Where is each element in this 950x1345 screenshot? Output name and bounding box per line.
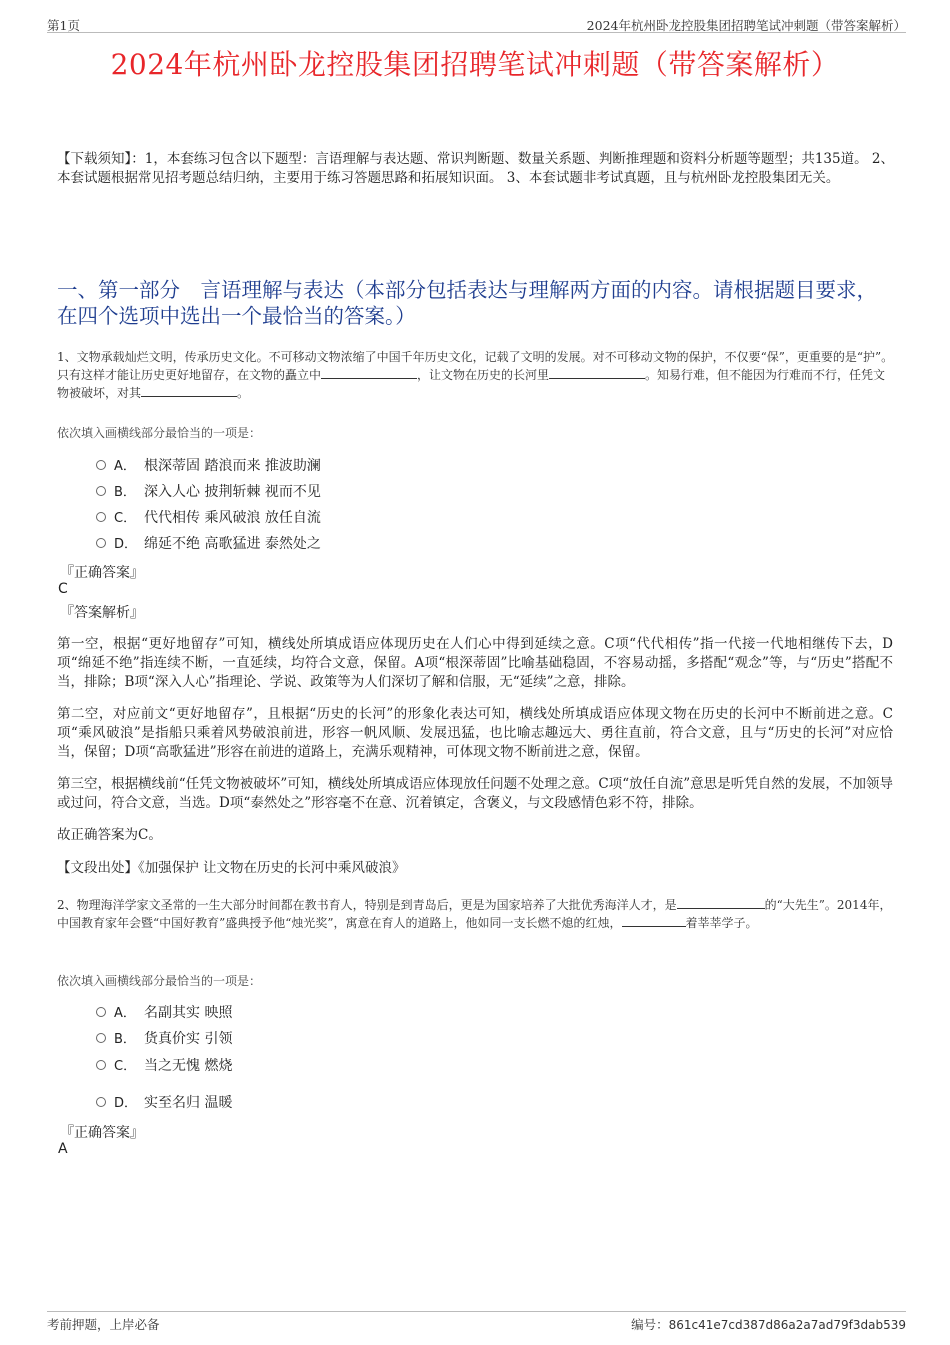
answer-label: 『正确答案』: [60, 1125, 144, 1141]
radio-icon[interactable]: [96, 1060, 106, 1070]
document-title: 2024年杭州卧龙控股集团招聘笔试冲刺题（带答案解析）: [110, 48, 840, 81]
blank: [677, 896, 765, 909]
radio-icon[interactable]: [96, 1007, 106, 1017]
radio-icon[interactable]: [96, 512, 106, 522]
analysis-label: 『答案解析』: [60, 605, 144, 621]
option-b[interactable]: B． 货真价实 引领: [96, 1029, 232, 1049]
question-1-hint: 依次填入画横线部分最恰当的一项是：: [57, 426, 262, 440]
analysis-paragraph: 第二空，对应前文“更好地留存”，且根据“历史的长河”的形象化表达可知，横线处所填成语应体现文物在历史的长河中不断前进之意。C项“乘风破浪”是指船只乘着风势破浪前进，形容一帆风顺、发展迅猛，也比喻志趣远大、勇往直前，符合文意，且与“历史的长河”对应恰当，保留；D项“高歌猛进”形容在前进的道路上，充满乐观精神，可体现文物不断前进之意，保留。: [57, 706, 893, 760]
option-b[interactable]: B． 深入人心 披荆斩棘 视而不见: [96, 482, 321, 502]
option-a[interactable]: A． 根深蒂固 踏浪而来 推波助澜: [96, 456, 321, 476]
download-notice: 【下载须知】：1，本套练习包含以下题型：言语理解与表达题、常识判断题、数量关系题、判断推理题和资料分析题等题型；共135道。 2、本套试题根据常见招考题总结归纳，主要用于练习答题思路和拓展知识面。 3、本套试题非考试真题，且与杭州卧龙控股集团无关。: [57, 151, 894, 186]
correct-answer: C: [58, 581, 68, 597]
question-1-stem: 1、文物承载灿烂文明，传承历史文化。不可移动文物浓缩了中国千年历史文化，记载了文明的发展。对不可移动文物的保护，不仅要“保”，更重要的是“护”。只有这样才能让历史更好地留存，在文物的矗立中 ，让文物在历史的长河里 。知易行难，但不能因为行难而不行，任凭文物被破坏，对其 。: [57, 350, 894, 400]
section-title: 一、第一部分 言语理解与表达（本部分包括表达与理解两方面的内容。请根据题目要求，在四个选项中选出一个最恰当的答案。）: [57, 278, 877, 328]
analysis-paragraph: 第一空，根据“更好地留存”可知，横线处所填成语应体现历史在人们心中得到延续之意。C项“代代相传”指一代接一代地相继传下去，D项“绵延不绝”指连续不断，一直延续，均符合文意，保留。A项“根深蒂固”比喻基础稳固，不容易动摇，多搭配“观念”等，与“历史”搭配不当，排除；B项“深入人心”指理论、学说、政策等为人们深切了解和信服，无“延续”之意，排除。: [57, 636, 893, 690]
question-2-stem: 2、物理海洋学家文圣常的一生大部分时间都在教书育人，特别是到青岛后，更是为国家培养了大批优秀海洋人才，是 的“大先生”。2014年，中国教育家年会暨“中国好教育”盛典授予他“烛光奖”，寓意在育人的道路上，他如同一支长燃不熄的红烛， 着莘莘学子。: [57, 898, 892, 930]
radio-icon[interactable]: [96, 486, 106, 496]
answer-label: 『正确答案』: [60, 565, 144, 581]
question-2-hint: 依次填入画横线部分最恰当的一项是：: [57, 974, 262, 988]
page-header: [47, 14, 906, 33]
analysis-conclusion: 故正确答案为C。: [57, 827, 162, 843]
correct-answer: A: [58, 1141, 68, 1157]
document-code: 编号：861c41e7cd387d86a2a7ad79f3dab539: [631, 1317, 906, 1332]
blank: [549, 366, 645, 379]
option-d[interactable]: D． 实至名归 温暖: [96, 1093, 232, 1113]
header-doc-title: 2024年杭州卧龙控股集团招聘笔试冲刺题（带答案解析）: [586, 18, 906, 33]
option-c[interactable]: C． 当之无愧 燃烧: [96, 1056, 232, 1076]
analysis-paragraph: 第三空，根据横线前“任凭文物被破坏”可知，横线处所填成语应体现放任问题不处理之意。C项“放任自流”意思是听凭自然的发展，不加领导或过问，符合文意，当选。D项“泰然处之”形容毫不在意、沉着镇定，含褒义，与文段感情色彩不符，排除。: [57, 776, 893, 811]
radio-icon[interactable]: [96, 538, 106, 548]
page-footer: [47, 1311, 906, 1334]
blank: [141, 384, 237, 397]
radio-icon[interactable]: [96, 1033, 106, 1043]
page-number: 第1页: [47, 18, 80, 33]
passage-source: 【文段出处】《加强保护 让文物在历史的长河中乘风破浪》: [57, 860, 406, 876]
radio-icon[interactable]: [96, 460, 106, 470]
blank: [622, 914, 686, 927]
blank: [321, 366, 417, 379]
option-c[interactable]: C． 代代相传 乘风破浪 放任自流: [96, 508, 321, 528]
option-a[interactable]: A． 名副其实 映照: [96, 1003, 232, 1023]
footer-slogan: 考前押题，上岸必备: [47, 1317, 160, 1332]
option-d[interactable]: D． 绵延不绝 高歌猛进 泰然处之: [96, 534, 321, 554]
radio-icon[interactable]: [96, 1097, 106, 1107]
